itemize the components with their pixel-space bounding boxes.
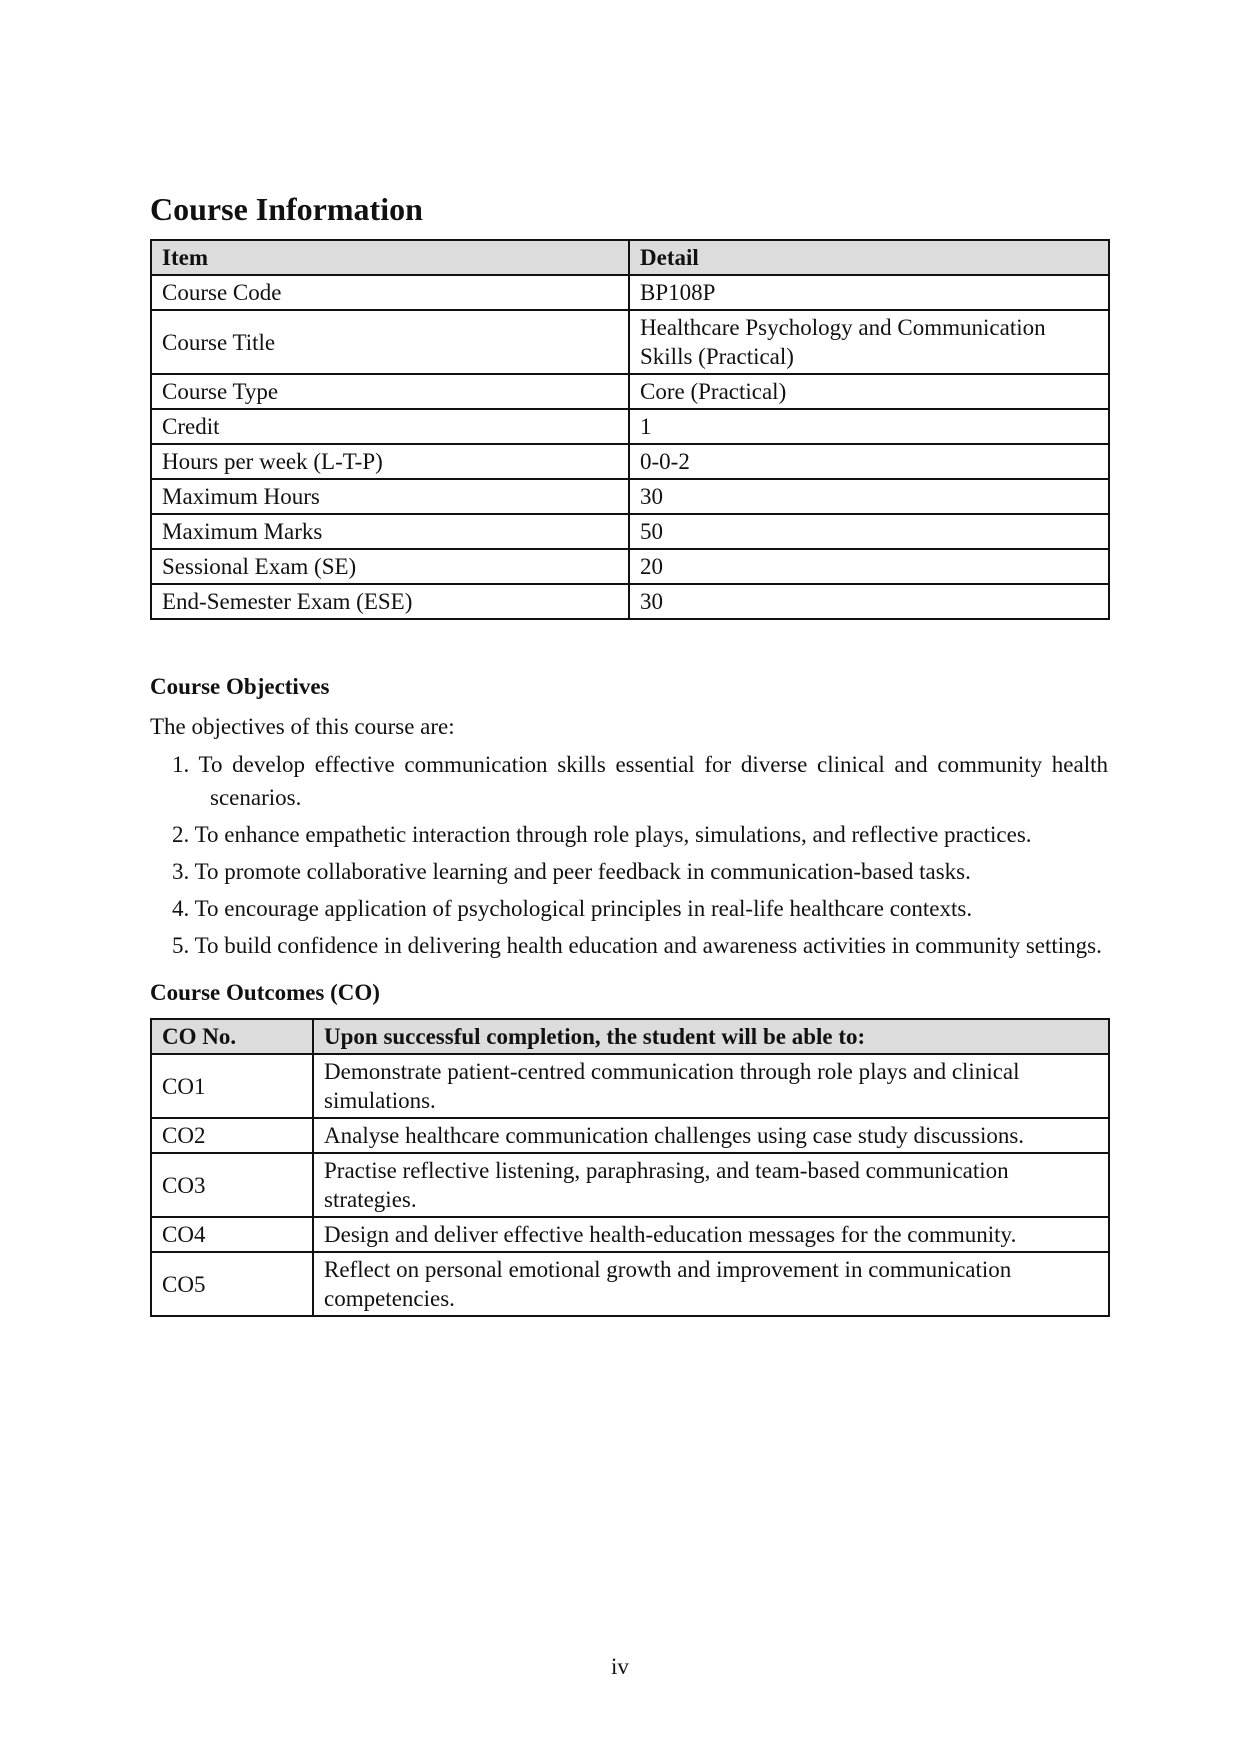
table-row [151, 1118, 1109, 1153]
cell-detail: Core (Practical) [629, 374, 1109, 409]
course-info-table [150, 239, 1110, 620]
objectives-list [150, 748, 1108, 962]
cell-co-no: CO1 [151, 1054, 313, 1118]
cell-item: Maximum Hours [151, 479, 629, 514]
objectives-heading: Course Objectives [150, 674, 330, 700]
course-objectives-section [150, 672, 1108, 962]
cell-item: Sessional Exam (SE) [151, 549, 629, 584]
table-row [151, 1252, 1109, 1316]
page-title: Course Information [150, 191, 423, 227]
cell-item: Hours per week (L-T-P) [151, 444, 629, 479]
cell-detail: 20 [629, 549, 1109, 584]
cell-co-no: CO4 [151, 1217, 313, 1252]
objectives-intro: The objectives of this course are: [150, 714, 455, 740]
table-row [151, 514, 1109, 549]
column-header-detail: Detail [629, 240, 1109, 275]
course-outcomes-section [150, 978, 1108, 1317]
table-row [151, 1217, 1109, 1252]
cell-co-no: CO2 [151, 1118, 313, 1153]
table-row [151, 444, 1109, 479]
cell-detail: 50 [629, 514, 1109, 549]
cell-item: Course Type [151, 374, 629, 409]
table-row [151, 310, 1109, 374]
table-row [151, 584, 1109, 619]
table-row [151, 479, 1109, 514]
cell-detail: 30 [629, 479, 1109, 514]
list-item: 2. To enhance empathetic interaction through role plays, simulations, and reflective practices. [172, 822, 1032, 848]
table-row [151, 1054, 1109, 1118]
list-item: 3. To promote collaborative learning and peer feedback in communication-based tasks. [172, 859, 971, 885]
table-header-row [151, 1019, 1109, 1054]
cell-co-no: CO3 [151, 1153, 313, 1217]
list-item: 1. To develop effective communication skills essential for diverse clinical and community health scenarios. [172, 752, 1108, 811]
table-row [151, 409, 1109, 444]
cell-detail: 30 [629, 584, 1109, 619]
cell-outcome: Demonstrate patient-centred communication through role plays and clinical simulations. [313, 1054, 1109, 1118]
cell-item: End-Semester Exam (ESE) [151, 584, 629, 619]
cell-detail: 1 [629, 409, 1109, 444]
outcomes-heading: Course Outcomes (CO) [150, 980, 380, 1006]
list-item: 5. To build confidence in delivering health education and awareness activities in community settings. [172, 933, 1102, 959]
table-row [151, 549, 1109, 584]
page-content [150, 180, 1108, 1317]
table-row [151, 1153, 1109, 1217]
cell-outcome: Design and deliver effective health-education messages for the community. [313, 1217, 1109, 1252]
cell-detail: Healthcare Psychology and Communication Skills (Practical) [629, 310, 1109, 374]
cell-item: Course Title [151, 310, 629, 374]
page-number: iv [611, 1654, 629, 1679]
table-row [151, 275, 1109, 310]
column-header-item: Item [151, 240, 629, 275]
cell-item: Credit [151, 409, 629, 444]
column-header-outcome: Upon successful completion, the student will be able to: [313, 1019, 1109, 1054]
cell-detail: BP108P [629, 275, 1109, 310]
course-outcomes-table [150, 1018, 1110, 1317]
column-header-co-no: CO No. [151, 1019, 313, 1054]
cell-outcome: Analyse healthcare communication challenges using case study discussions. [313, 1118, 1109, 1153]
cell-co-no: CO5 [151, 1252, 313, 1316]
cell-item: Course Code [151, 275, 629, 310]
table-header-row [151, 240, 1109, 275]
cell-outcome: Practise reflective listening, paraphrasing, and team-based communication strategies. [313, 1153, 1109, 1217]
cell-item: Maximum Marks [151, 514, 629, 549]
cell-outcome: Reflect on personal emotional growth and improvement in communication competencies. [313, 1252, 1109, 1316]
table-row [151, 374, 1109, 409]
list-item: 4. To encourage application of psychological principles in real-life healthcare contexts. [172, 896, 973, 922]
cell-detail: 0-0-2 [629, 444, 1109, 479]
